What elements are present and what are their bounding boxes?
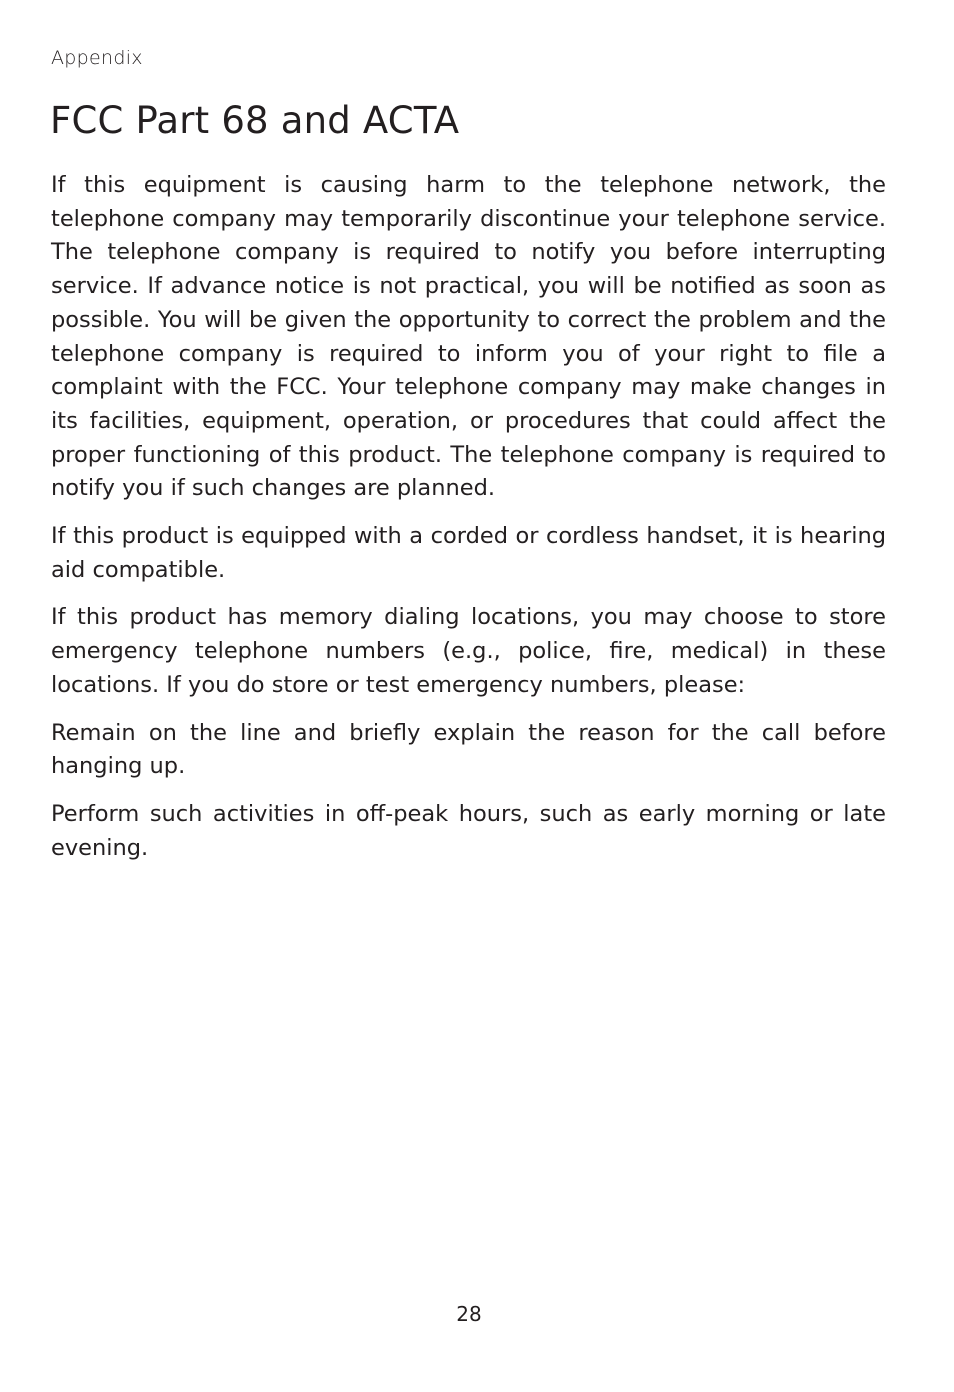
paragraph-remain-on-line: Remain on the line and briefly explain the reason for the call before hanging up.: [51, 719, 886, 780]
paragraph-memory-dialing: If this product has memory dialing locations, you may choose to store emergency telephone numbers (e.g., police, fire, medical) in these locations. If you do store or test emergency numbers, please:: [51, 604, 886, 698]
page-title: FCC Part 68 and ACTA: [50, 99, 460, 142]
paragraph-network-harm: If this equipment is causing harm to the telephone network, the telephone company may temporarily discontinue your telephone service. The telephone company is required to notify you before interrupting service. If advance notice is not practical, you will be notified as soon as possible. You will be given the opportunity to correct the problem and the telephone company is required to inform you of your right to file a complaint with the FCC. Your telephone company may make changes in its facilities, equipment, operation, or procedures that could affect the proper functioning of this product. The telephone company is required to notify you if such changes are planned.: [51, 172, 886, 502]
paragraph-off-peak: Perform such activities in off-peak hours, such as early morning or late evening.: [51, 800, 886, 861]
running-header: Appendix: [51, 47, 143, 69]
paragraph-hearing-aid: If this product is equipped with a corded or cordless handset, it is hearing aid compatible.: [51, 523, 886, 583]
page-number: 28: [456, 1302, 482, 1326]
body-text: [51, 169, 886, 879]
